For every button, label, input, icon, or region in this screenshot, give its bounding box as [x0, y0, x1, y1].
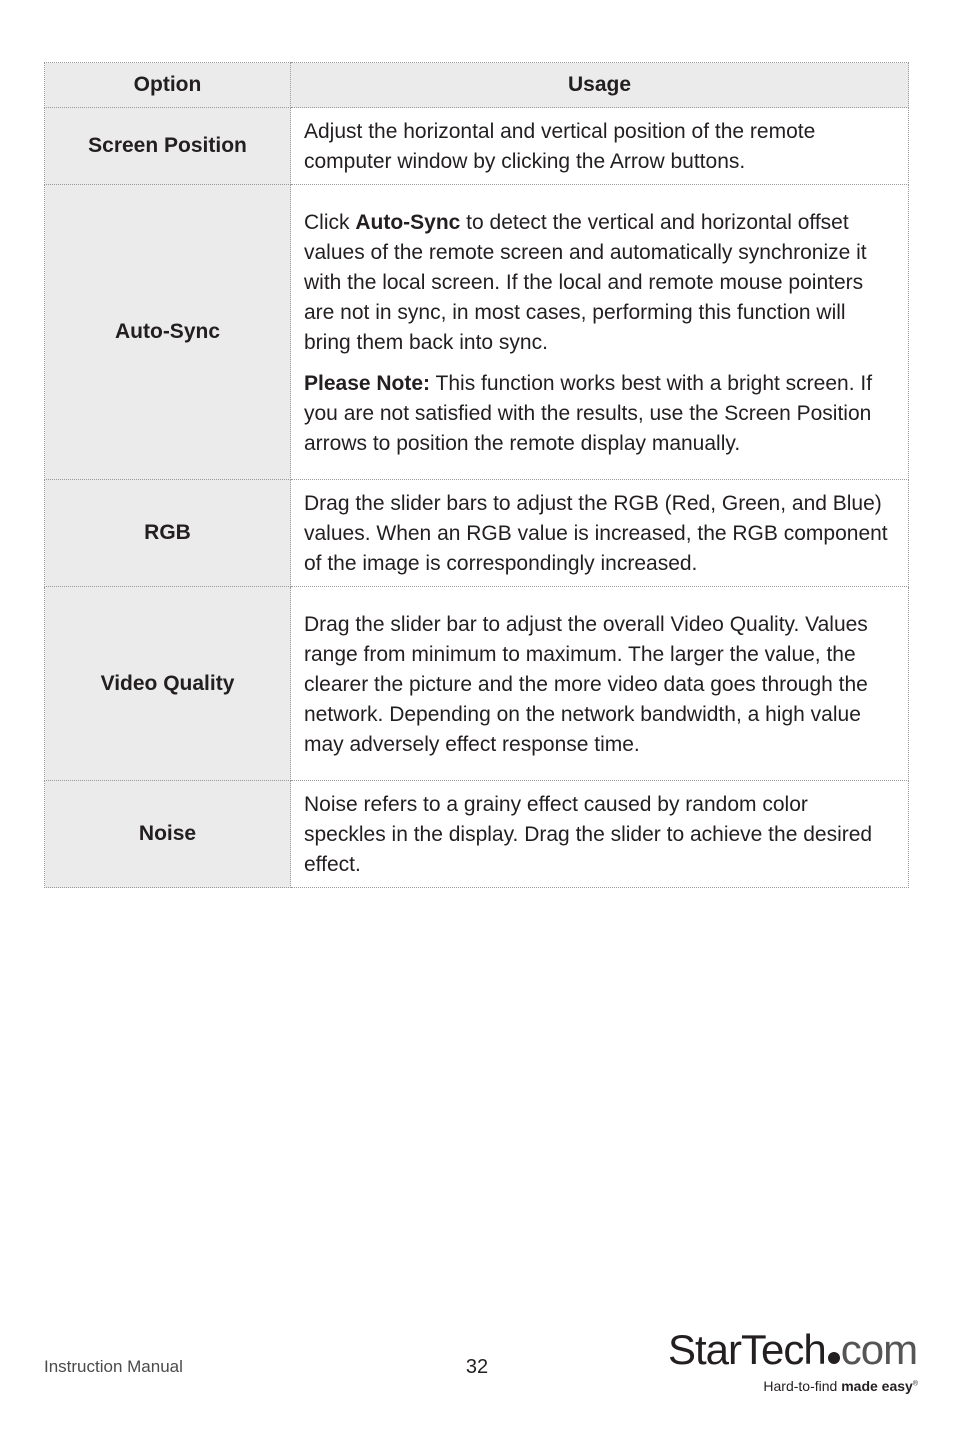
- option-name: Screen Position: [45, 108, 291, 185]
- usage-description: [291, 108, 909, 185]
- tagline-regular: Hard-to-find: [763, 1378, 842, 1394]
- option-name: Auto-Sync: [45, 185, 291, 480]
- logo-dot-icon: [828, 1352, 840, 1364]
- table-row: [45, 781, 909, 888]
- tagline-bold: made easy: [841, 1378, 913, 1394]
- logo-wordmark-right: com: [840, 1326, 918, 1373]
- table-row: [45, 185, 909, 480]
- logo-tagline: [763, 1378, 918, 1394]
- usage-description: [291, 587, 909, 781]
- option-name: RGB: [45, 480, 291, 587]
- usage-paragraph: Noise refers to a grainy effect caused by random color speckles in the display. Drag the slider to achieve the desired effect.: [304, 793, 873, 876]
- table-header-row: [45, 63, 909, 108]
- usage-paragraph: Drag the slider bars to adjust the RGB (Red, Green, and Blue) values. When an RGB value is increased, the RGB component of the image is correspondingly increased.: [304, 492, 888, 575]
- page-number: 32: [465, 1356, 489, 1378]
- registered-mark: ®: [912, 1380, 918, 1388]
- usage-column-header: Usage: [291, 63, 909, 108]
- usage-paragraph: Adjust the horizontal and vertical position of the remote computer window by clicking the Arrow buttons.: [304, 120, 816, 173]
- option-column-header: Option: [45, 63, 291, 108]
- logo-wordmark: [668, 1326, 917, 1374]
- note-text: This function works best with a bright screen. If you are not satisfied with the results, use the Screen Position arrows to position the remote display manually.: [304, 371, 873, 455]
- logo-wordmark-left: StarTech: [668, 1326, 826, 1373]
- table-row: [45, 108, 909, 185]
- usage-description: [291, 781, 909, 888]
- footer-document-label: Instruction Manual: [44, 1357, 183, 1376]
- table-row: [45, 587, 909, 781]
- usage-paragraph: [304, 208, 894, 358]
- usage-paragraph: Drag the slider bar to adjust the overall Video Quality. Values range from minimum to maximum. The larger the value, the clearer the picture and the more video data goes through the network. Depending on the network bandwidth, a high value may adversely effect response time.: [304, 612, 868, 756]
- usage-text: to detect the vertical and horizontal offset values of the remote screen and automatically synchronize it with the local screen. If the local and remote mouse pointers are not in sync, in most cases, performing this function will bring them back into sync.: [304, 210, 867, 354]
- note-label: Please Note:: [304, 371, 431, 395]
- usage-bold-term: Auto-Sync: [355, 210, 461, 234]
- option-name: Video Quality: [45, 587, 291, 781]
- option-name: Noise: [45, 781, 291, 888]
- usage-description: [291, 480, 909, 587]
- usage-text: Click: [304, 210, 356, 234]
- options-table: [44, 62, 909, 888]
- table-row: [45, 480, 909, 587]
- usage-description: [291, 185, 909, 480]
- startech-logo: [668, 1326, 918, 1400]
- usage-note: [304, 369, 894, 459]
